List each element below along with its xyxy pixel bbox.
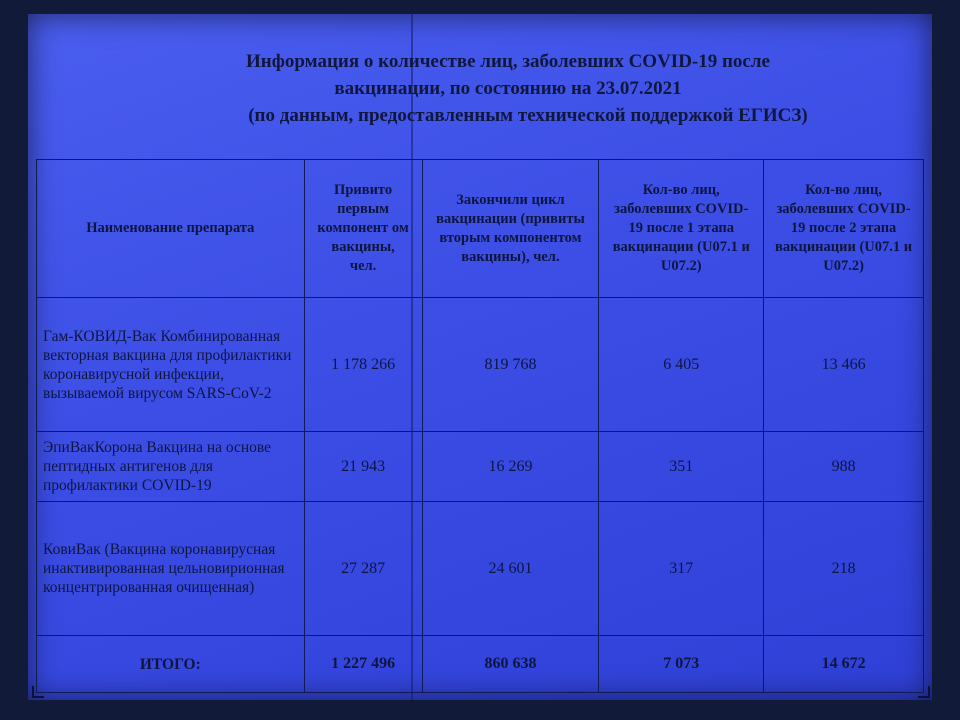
title-line-2: вакцинации, по состоянию на 23.07.2021 (334, 78, 682, 99)
after-stage1-value: 351 (599, 432, 764, 502)
table-row (37, 298, 924, 432)
table-row (37, 502, 924, 636)
header-completed: Закончили цикл вакцинации (привиты вторым компонентом вакцины), чел. (422, 160, 599, 298)
completed-value: 819 768 (422, 298, 599, 432)
title-line-3: (по данным, предоставленным технической поддержкой ЕГИСЗ) (248, 105, 808, 126)
after-stage2-value: 988 (764, 432, 924, 502)
total-row (37, 636, 924, 693)
header-after-stage2: Кол-во лиц, заболевших COVID-19 после 2 этапа вакцинации (U07.1 и U07.2) (764, 160, 924, 298)
first-dose-value: 27 287 (304, 502, 422, 636)
header-row (37, 160, 924, 298)
first-dose-value: 1 178 266 (304, 298, 422, 432)
total-completed: 860 638 (422, 636, 599, 693)
drug-name: КовиВак (Вакцина коронавирусная инактивированная цельновирионная концентрированная очищенная) (37, 502, 305, 636)
header-drug-name: Наименование препарата (37, 160, 305, 298)
total-after-stage1: 7 073 (599, 636, 764, 693)
header-after-stage1: Кол-во лиц, заболевших COVID-19 после 1 этапа вакцинации (U07.1 и U07.2) (599, 160, 764, 298)
header-first-dose: Привито первым компонент ом вакцины, чел. (304, 160, 422, 298)
first-dose-value: 21 943 (304, 432, 422, 502)
total-first-dose: 1 227 496 (304, 636, 422, 693)
after-stage2-value: 218 (764, 502, 924, 636)
total-label: ИТОГО: (37, 636, 305, 693)
after-stage1-value: 6 405 (599, 298, 764, 432)
drug-name: Гам-КОВИД-Вак Комбинированная векторная вакцина для профилактики коронавирусной инфекции, вызываемой вирусом SARS-CoV-2 (37, 298, 305, 432)
completed-value: 24 601 (422, 502, 599, 636)
completed-value: 16 269 (422, 432, 599, 502)
crop-mark (918, 686, 930, 698)
title-line-1: Информация о количестве лиц, заболевших COVID-19 после (246, 51, 770, 72)
drug-name: ЭпиВакКорона Вакцина на основе пептидных антигенов для профилактики COVID-19 (37, 432, 305, 502)
table-row (37, 432, 924, 502)
document-sheet (28, 14, 932, 700)
after-stage2-value: 13 466 (764, 298, 924, 432)
vaccination-table (36, 159, 924, 693)
crop-mark (32, 686, 44, 698)
total-after-stage2: 14 672 (764, 636, 924, 693)
document-title (108, 48, 908, 129)
after-stage1-value: 317 (599, 502, 764, 636)
